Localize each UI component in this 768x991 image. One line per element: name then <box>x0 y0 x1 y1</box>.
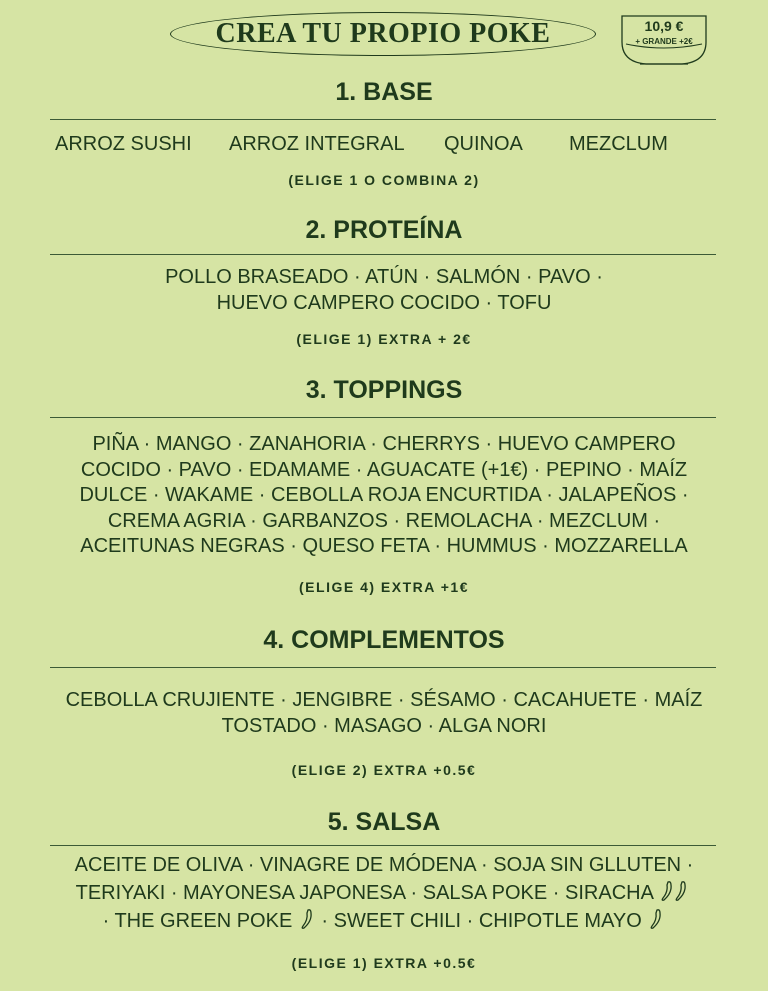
salsa-list <box>0 851 768 935</box>
section-complementos <box>0 626 768 655</box>
base-option: QUINOA <box>444 133 523 155</box>
salsa-line <box>0 907 768 935</box>
base-option: ARROZ SUSHI <box>55 133 192 155</box>
proteina-line: HUEVO CAMPERO COCIDO · TOFU <box>216 291 552 314</box>
section-title-base: 1. BASE <box>335 78 433 106</box>
salsa-line: ACEITE DE OLIVA · VINAGRE DE MÓDENA · SOJA SIN GLLUTEN · <box>74 854 694 876</box>
salsa-line-text: · THE GREEN POKE <box>102 910 293 932</box>
chili-pepper-icon <box>647 907 665 931</box>
section-salsa <box>0 808 768 837</box>
proteina-list <box>0 265 768 316</box>
base-note: (ELIGE 1 O COMBINA 2) <box>288 172 480 188</box>
salsa-line <box>0 879 768 907</box>
menu-title: CREA TU PROPIO POKE <box>215 18 551 49</box>
price-value: 10,9 € <box>644 18 684 34</box>
section-title-toppings: 3. TOPPINGS <box>305 376 463 404</box>
toppings-line: DULCE · WAKAME · CEBOLLA ROJA ENCURTIDA · JALAPEÑOS · <box>79 484 689 506</box>
divider <box>50 845 716 846</box>
salsa-line-text: · SWEET CHILI · CHIPOTLE MAYO <box>321 910 642 932</box>
base-option: ARROZ INTEGRAL <box>229 133 405 155</box>
toppings-note: (ELIGE 4) EXTRA +1€ <box>299 579 469 595</box>
section-proteina <box>0 216 768 245</box>
toppings-line: ACEITUNAS NEGRAS · QUESO FETA · HUMMUS · MOZZARELLA <box>80 535 688 557</box>
divider <box>50 667 716 668</box>
complementos-line: TOSTADO · MASAGO · ALGA NORI <box>221 714 547 737</box>
complementos-list <box>0 688 768 739</box>
complementos-note: (ELIGE 2) EXTRA +0.5€ <box>291 762 477 778</box>
proteina-note: (ELIGE 1) EXTRA + 2€ <box>296 331 472 347</box>
section-title-salsa: 5. SALSA <box>327 808 441 836</box>
toppings-line: PIÑA · MANGO · ZANAHORIA · CHERRYS · HUEVO CAMPERO <box>92 433 676 455</box>
section-toppings <box>0 376 768 405</box>
divider <box>50 119 716 120</box>
base-option: MEZCLUM <box>569 133 668 155</box>
toppings-line: CREMA AGRIA · GARBANZOS · REMOLACHA · MEZCLUM · <box>107 509 661 532</box>
section-title-proteina: 2. PROTEÍNA <box>305 216 463 244</box>
toppings-line: COCIDO · PAVO · EDAMAME · AGUACATE (+1€) · PEPINO · MAÍZ <box>80 458 688 481</box>
chili-pepper-icon <box>298 907 316 931</box>
proteina-line: POLLO BRASEADO · ATÚN · SALMÓN · PAVO · <box>165 266 603 288</box>
section-title-complementos: 4. COMPLEMENTOS <box>263 626 505 654</box>
divider <box>50 254 716 255</box>
divider <box>50 417 716 418</box>
menu-title-oval <box>170 12 596 56</box>
complementos-line: CEBOLLA CRUJIENTE · JENGIBRE · SÉSAMO · CACAHUETE · MAÍZ <box>65 689 703 711</box>
base-options <box>0 133 768 159</box>
toppings-list <box>0 432 768 560</box>
price-extra: + GRANDE +2€ <box>635 37 693 46</box>
salsa-line-text: TERIYAKI · MAYONESA JAPONESA · SALSA POKE · SIRACHA <box>75 882 653 904</box>
salsa-note: (ELIGE 1) EXTRA +0.5€ <box>291 955 477 971</box>
price-badge <box>616 12 712 70</box>
section-base <box>0 78 768 107</box>
chili-pepper-icon <box>658 879 692 903</box>
